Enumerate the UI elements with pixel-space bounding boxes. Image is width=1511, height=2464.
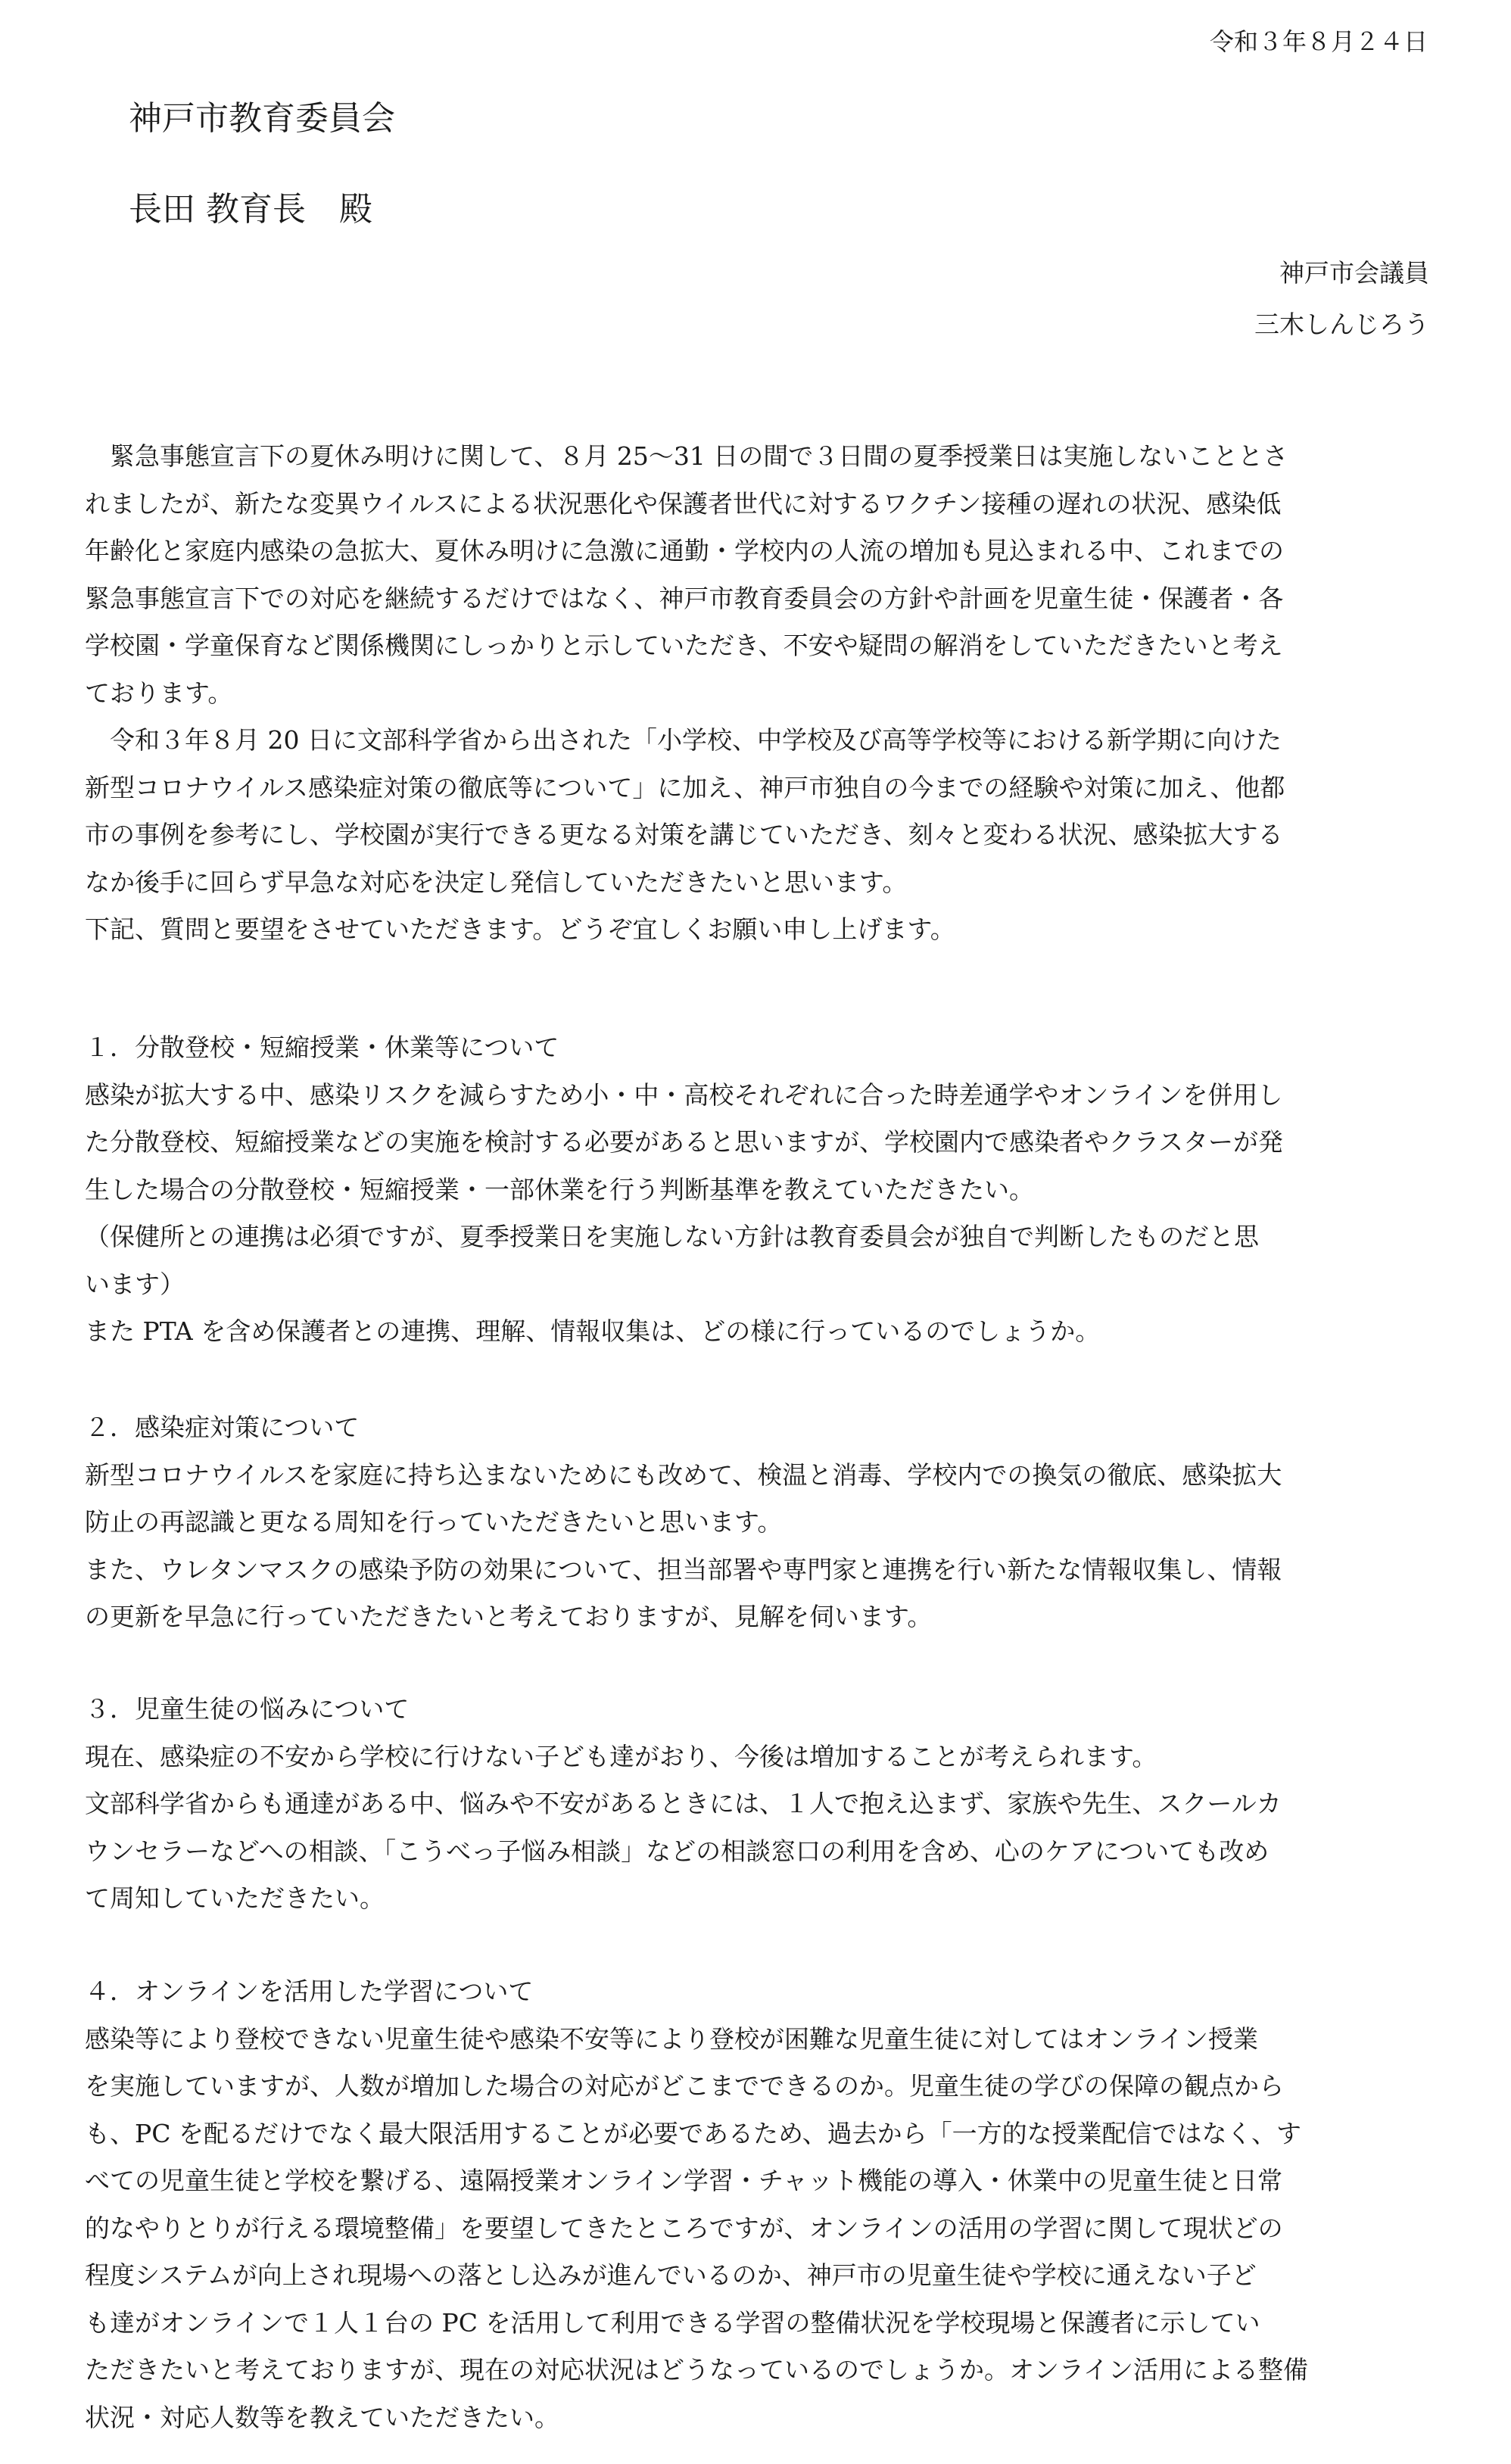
text-line: べての児童生徒と学校を繋げる、遠隔授業オンライン学習・チャット機能の導入・休業中の児童生徒と日常 xyxy=(85,2166,1283,2195)
section-heading: ２．感染症対策について xyxy=(85,1413,360,1442)
text-line: 市の事例を参考にし、学校園が実行できる更なる対策を講じていただき、刻々と変わる状況、感染拡大する xyxy=(85,820,1283,849)
text-line: ただきたいと考えておりますが、現在の対応状況はどうなっているのでしょうか。オンライン活用による整備 xyxy=(85,2355,1309,2385)
intro-paragraphs xyxy=(85,433,1288,954)
text-line: 新型コロナウイルス感染症対策の徹底等について」に加え、神戸市独自の今までの経験や対策に加え、他都 xyxy=(85,772,1285,802)
text-line: 状況・対応人数等を教えていただきたい。 xyxy=(85,2402,559,2432)
text-line: 下記、質問と要望をさせていただきます。どうぞ宜しくお願い申し上げます。 xyxy=(85,914,955,944)
text-line: また PTA を含め保護者との連携、理解、情報収集は、どの様に行っているのでしょうか。 xyxy=(85,1316,1101,1346)
section-heading: ３．児童生徒の悩みについて xyxy=(85,1694,410,1724)
text-line: 現在、感染症の不安から学校に行けない子ども達がおり、今後は増加することが考えられます。 xyxy=(85,1741,1157,1771)
text-line: 生した場合の分散登校・短縮授業・一部休業を行う判断基準を教えていただきたい。 xyxy=(85,1174,1034,1204)
text-line: 感染等により登校できない児童生徒や感染不安等により登校が困難な児童生徒に対してはオンライン授業 xyxy=(85,2023,1259,2054)
text-line: なか後手に回らず早急な対応を決定し発信していただきたいと思います。 xyxy=(85,867,908,897)
sender-title: 神戸市会議員 xyxy=(1279,258,1429,288)
section-heading: ４．オンラインを活用した学習について xyxy=(85,1976,534,2006)
recipient-organization: 神戸市教育委員会 xyxy=(129,99,395,138)
text-line: 的なやりとりが行える環境整備」を要望してきたところですが、オンラインの活用の学習に関して現状どの xyxy=(85,2213,1283,2243)
recipient-person: 長田 教育長 殿 xyxy=(129,190,372,229)
text-line: 緊急事態宣言下の夏休み明けに関して、８月 25～31 日の間で３日間の夏季授業日は実施しないこととさ xyxy=(85,441,1288,471)
text-line: 年齢化と家庭内感染の急拡大、夏休み明けに急激に通勤・学校内の人流の増加も見込まれる中、これまでの xyxy=(85,536,1284,565)
section-heading: １．分散登校・短縮授業・休業等について xyxy=(85,1033,559,1062)
text-line: ております。 xyxy=(85,678,233,708)
section-student-concerns xyxy=(85,1686,1282,1923)
text-line: 防止の再認識と更なる周知を行っていただきたいと思います。 xyxy=(85,1507,783,1537)
text-line: も達がオンラインで１人１台の PC を活用して利用できる学習の整備状況を学校現場と保護者に示してい xyxy=(85,2307,1260,2338)
text-line: れましたが、新たな変異ウイルスによる状況悪化や保護者世代に対するワクチン接種の遅れの状況、感染低 xyxy=(85,488,1282,519)
text-line: 感染が拡大する中、感染リスクを減らすため小・中・高校それぞれに合った時差通学やオンラインを併用し xyxy=(85,1079,1283,1110)
section-distributed-attendance xyxy=(85,1024,1283,1356)
text-line: て周知していただきたい。 xyxy=(85,1883,385,1913)
text-line: （保健所との連携は必須ですが、夏季授業日を実施しない方針は教育委員会が独自で判断したものだと思 xyxy=(85,1222,1259,1251)
text-line: も、PC を配るだけでなく最大限活用することが必要であるため、過去から「一方的な授業配信ではなく、す xyxy=(85,2118,1301,2148)
text-line: 緊急事態宣言下での対応を継続するだけではなく、神戸市教育委員会の方針や計画を児童生徒・保護者・各 xyxy=(85,583,1284,613)
text-line: た分散登校、短縮授業などの実施を検討する必要があると思いますが、学校園内で感染者やクラスターが発 xyxy=(85,1127,1284,1157)
text-line: ウンセラーなどへの相談、「こうべっ子悩み相談」などの相談窓口の利用を含め、心のケアについても改め xyxy=(85,1836,1270,1866)
section-infection-control xyxy=(85,1404,1282,1641)
text-line: 文部科学省からも通達がある中、悩みや不安があるときには、１人で抱え込まず、家族や先生、スクールカ xyxy=(85,1789,1282,1818)
text-line: 令和３年８月 20 日に文部科学省から出された「小学校、中学校及び高等学校等における新学期に向けた xyxy=(85,725,1282,755)
document-date: 令和３年８月２４日 xyxy=(1209,27,1428,56)
text-line: います） xyxy=(85,1269,185,1299)
section-online-learning xyxy=(85,1968,1308,2441)
text-line: 学校園・学童保育など関係機関にしっかりと示していただき、不安や疑問の解消をしていただきたいと考え xyxy=(85,631,1283,660)
sender-name: 三木しんじろう xyxy=(1254,310,1429,339)
text-line: の更新を早急に行っていただきたいと考えておりますが、見解を伺います。 xyxy=(85,1602,933,1631)
text-line: を実施していますが、人数が増加した場合の対応がどこまでできるのか。児童生徒の学びの保障の観点から xyxy=(85,2071,1284,2101)
text-line: 程度システムが向上され現場への落とし込みが進んでいるのか、神戸市の児童生徒や学校に通えない子ど xyxy=(85,2260,1257,2290)
text-line: また、ウレタンマスクの感染予防の効果について、担当部署や専門家と連携を行い新たな情報収集し、情報 xyxy=(85,1554,1282,1584)
text-line: 新型コロナウイルスを家庭に持ち込まないためにも改めて、検温と消毒、学校内での換気の徹底、感染拡大 xyxy=(85,1459,1282,1490)
